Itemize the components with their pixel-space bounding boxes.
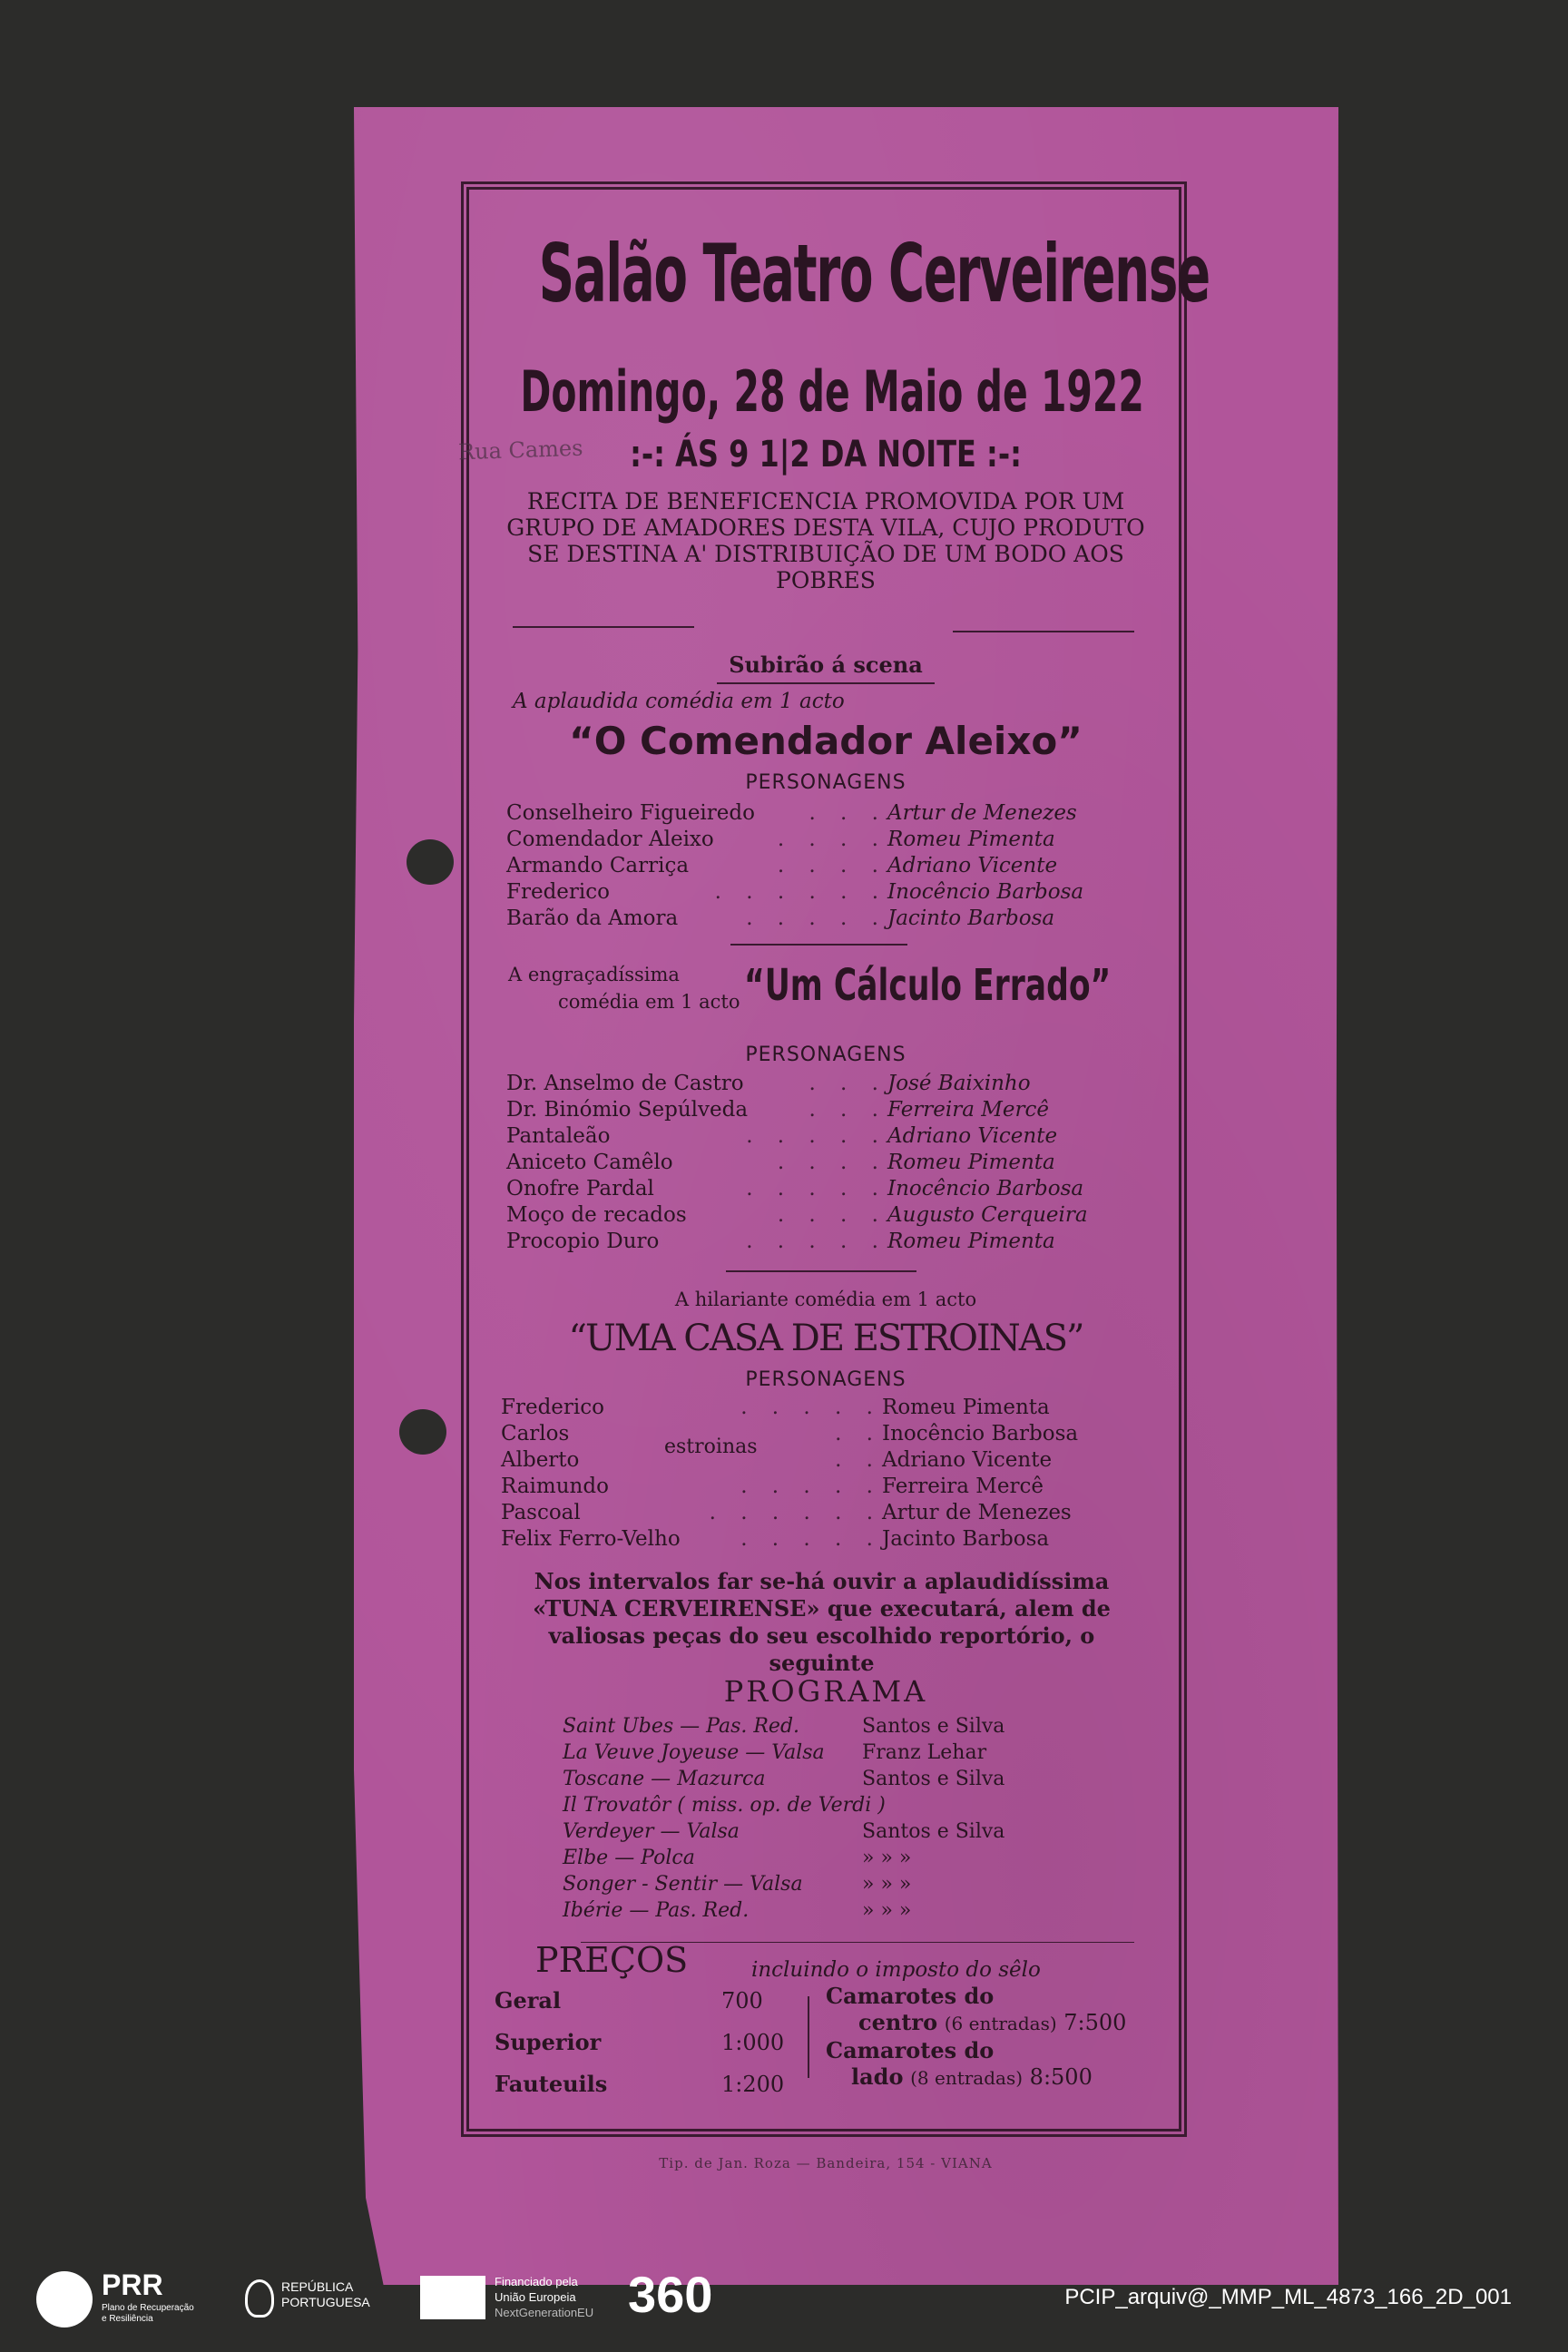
precos-title: PREÇOS [535,1940,689,1980]
programa-list [563,1713,1071,1924]
cast-row: Armando Carriça . . . . Adriano Vicente [506,854,1058,877]
play3-cast [501,1395,1136,1553]
eu-label: Financiado pela União Europeia NextGenerationEU [495,2275,594,2319]
recita-text: RECITA DE BENEFICENCIA PROMOVIDA POR UM GRUPO DE AMADORES DESTA VILA, CUJO PRODUTO SE DESTINA A' DISTRIBUIÇÃO DE UM BODO AOS POBRES [506,488,1145,593]
divider [726,1270,916,1272]
cast-row: Frederico . . . . . Romeu Pimenta [501,1396,1050,1419]
poster-time: :-: ÁS 9 1|2 DA NOITE :-: [630,434,1022,475]
play2-title: “Um Cálculo Errado” [744,960,1112,1011]
price-row: Superior 1:000 [495,2029,785,2055]
cast-row: Moço de recados . . . . Augusto Cerqueira [506,1203,1088,1227]
cast-row: Carlos . . Inocêncio Barbosa [501,1422,1079,1446]
cast-row: Pantaleão . . . . . Adriano Vicente [506,1124,1058,1148]
play3-personagens: PERSONAGENS [745,1368,906,1391]
programa-row: Ibérie — Pas. Red. » » » [563,1899,912,1922]
divider [953,631,1134,632]
cast-row: Dr. Binómio Sepúlveda . . . Ferreira Mercê [506,1098,1049,1122]
cast-row: Procopio Duro . . . . . Romeu Pimenta [506,1230,1055,1253]
play1-cast [506,800,1142,932]
cast-row: Aniceto Camêlo . . . . Romeu Pimenta [506,1151,1055,1174]
cast-row: Comendador Aleixo . . . . Romeu Pimenta [506,828,1055,851]
play1-personagens: PERSONAGENS [745,771,906,794]
play2-personagens: PERSONAGENS [745,1044,906,1066]
printer-credit: Tip. de Jan. Roza — Bandeira, 154 - VIANA [659,2155,993,2171]
prr-subtitle: Plano de Recuperação e Resiliência [102,2303,194,2324]
footer-bar [0,2258,1568,2352]
estroinas-label: estroinas [664,1436,758,1458]
republic-emblem-icon [245,2279,274,2318]
rubber-stamp: Rua Cames [457,435,583,466]
poster-date: Domingo, 28 de Maio de 1922 [520,358,1144,425]
cast-row: Alberto . . Adriano Vicente [501,1448,1053,1472]
punch-hole [407,839,454,885]
programa-row: La Veuve Joyeuse — Valsa Franz Lehar [563,1741,987,1764]
cast-row: Dr. Anselmo de Castro . . . José Baixinho [506,1072,1031,1095]
cast-row: Onofre Pardal . . . . . Inocêncio Barbosa [506,1177,1084,1200]
eu-flag-icon [420,2276,485,2319]
play2-cast [506,1071,1142,1255]
play2-intro1: A engraçadíssima [508,964,680,985]
prr-label: PRR [102,2269,163,2301]
programa-row: Il Trovatôr ( miss. op. de Verdi ) [563,1794,886,1817]
divider [717,682,935,684]
archive-code: PCIP_arquiv@_MMP_ML_4873_166_2D_001 [1064,2285,1512,2309]
play1-title: “O Comendador Aleixo” [569,719,1083,763]
intervals-note: Nos intervalos far se-há ouvir a aplaudidíssima «TUNA CERVEIRENSE» que executará, alem de valiosas peças do seu escolhido reportório, o seguinte [533,1568,1111,1676]
punch-hole [399,1409,446,1455]
programa-row: Songer - Sentir — Valsa » » » [563,1873,912,1896]
price-row: Fauteuils 1:200 [495,2071,785,2097]
programa-title: PROGRAMA [723,1674,928,1709]
cast-row: Barão da Amora . . . . . Jacinto Barbosa [506,906,1055,930]
precos-right: Camarotes do centro (6 entradas) 7:500 Camarotes do lado (8 entradas) 8:500 [826,1983,1127,2090]
subtitle: Subirão á scena [729,652,923,678]
cast-row: Raimundo . . . . . Ferreira Mercê [501,1475,1044,1498]
programa-row: Toscane — Mazurca Santos e Silva [563,1768,1005,1790]
divider [730,944,907,946]
price-row: Geral 700 [495,1987,763,2014]
cast-row: Conselheiro Figueiredo . . . Artur de Menezes [506,801,1077,825]
cast-row: Felix Ferro-Velho . . . . . Jacinto Barbosa [501,1527,1050,1551]
programa-row: Elbe — Polca » » » [563,1847,912,1869]
republic-label: REPÚBLICA PORTUGUESA [281,2279,370,2309]
programa-row: Verdeyer — Valsa Santos e Silva [563,1820,1005,1843]
play1-intro: A aplaudida comédia em 1 acto [513,690,845,713]
play3-intro: A hilariante comédia em 1 acto [674,1289,977,1310]
precos-subtitle: incluindo o imposto do sêlo [751,1958,1041,1982]
number-360: 360 [628,2266,713,2323]
poster-title: Salão Teatro Cerveirense [538,227,1210,320]
divider [808,1996,809,2078]
play2-intro2: comédia em 1 acto [558,991,740,1013]
precos-left [495,1980,812,2105]
divider [513,626,694,628]
play3-title: “UMA CASA DE ESTROINAS” [568,1318,1083,1359]
cast-row: Frederico . . . . . . Inocêncio Barbosa [506,880,1084,904]
programa-row: Saint Ubes — Pas. Red. Santos e Silva [563,1715,1005,1738]
cast-row: Pascoal . . . . . . Artur de Menezes [501,1501,1072,1524]
prr-logo-icon [36,2271,93,2328]
